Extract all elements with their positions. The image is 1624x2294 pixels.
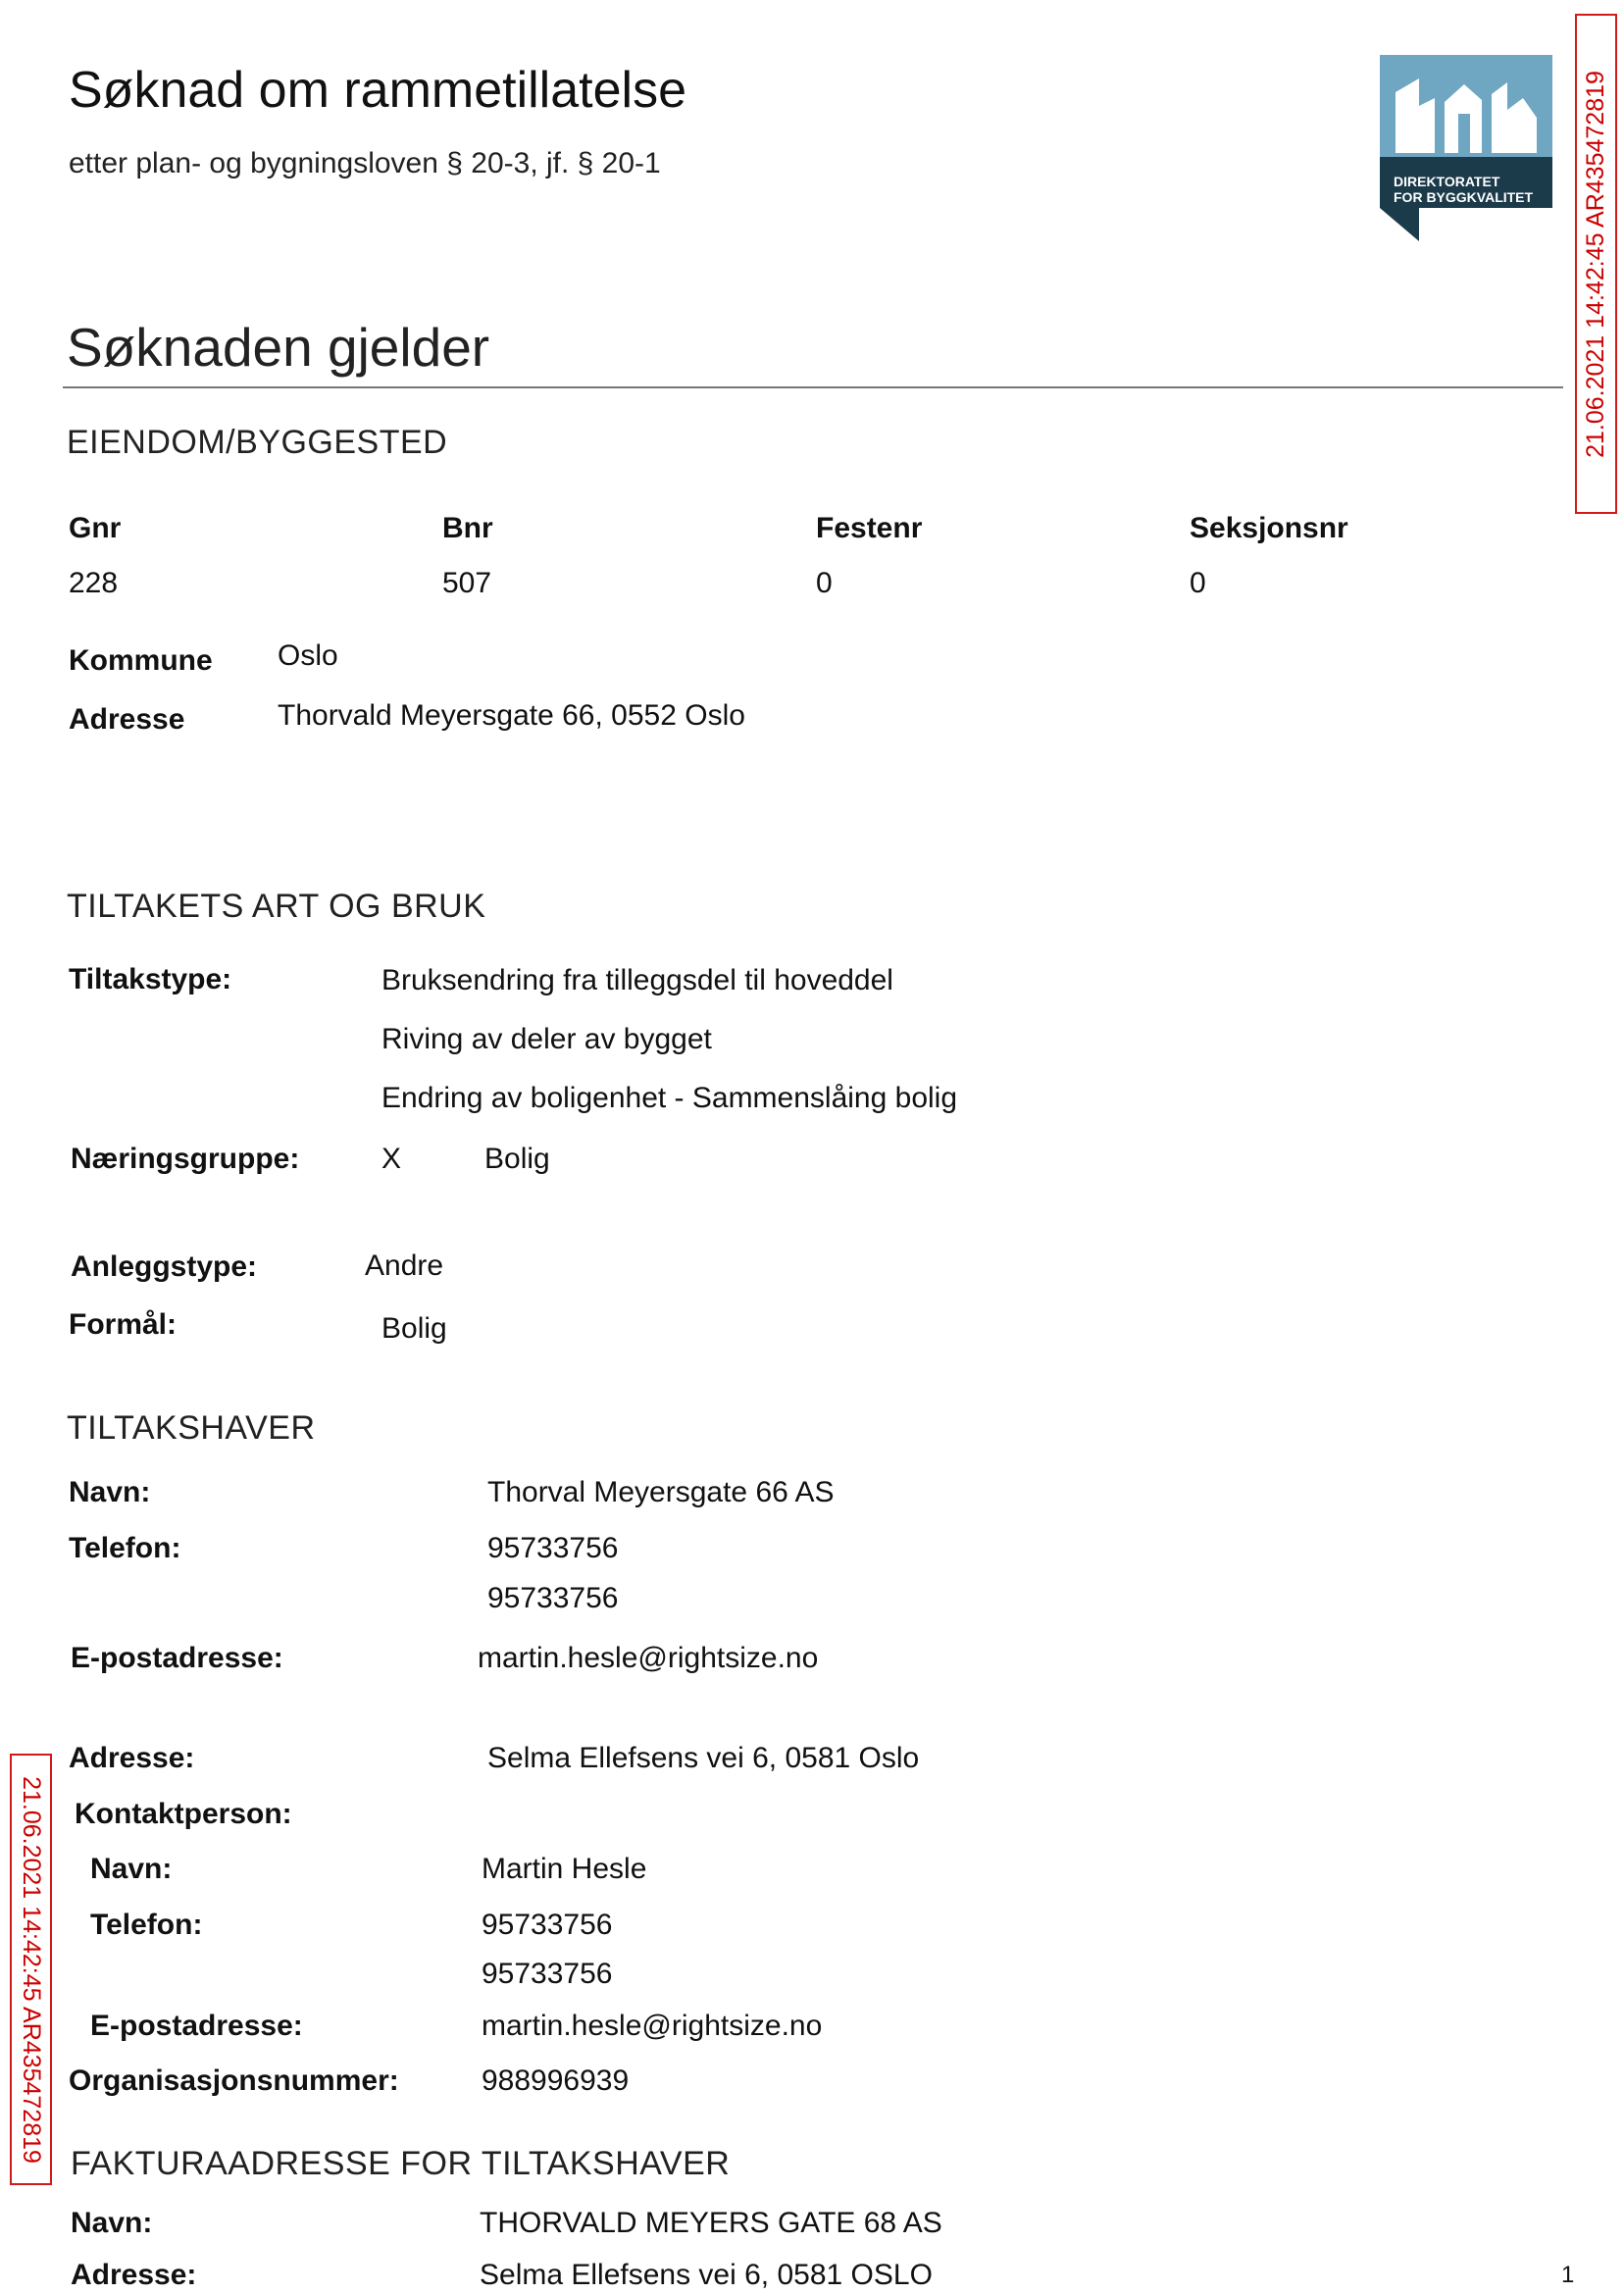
label-orgnr: Organisasjonsnummer: [69,2065,399,2097]
value-adresse: Thorvald Meyersgate 66, 0552 Oslo [278,699,745,732]
value-telefon-1: 95733756 [487,1532,619,1564]
main-heading: Søknaden gjelder [67,317,490,378]
label-kontakt-epost: E-postadresse: [90,2010,303,2042]
section-heading-tiltak: TILTAKETS ART OG BRUK [67,888,486,925]
timestamp-stamp-top [1575,14,1617,514]
value-tiltakstype-1: Bruksendring fra tilleggsdel til hoveddel [381,964,893,996]
section-heading-eiendom: EIENDOM/BYGGESTED [67,424,448,461]
value-kontakt-navn: Martin Hesle [482,1853,647,1885]
value-navn: Thorval Meyersgate 66 AS [487,1476,835,1508]
value-faktura-adresse: Selma Ellefsens vei 6, 0581 OSLO [480,2259,933,2291]
label-naeringsgruppe: Næringsgruppe: [71,1143,300,1175]
value-orgnr: 988996939 [482,2065,630,2097]
value-tiltakstype-3: Endring av boligenhet - Sammenslåing bolig [381,1082,958,1114]
label-navn: Navn: [69,1476,151,1508]
label-kontakt-telefon: Telefon: [90,1909,203,1941]
label-telefon: Telefon: [69,1532,181,1564]
value-anleggstype: Andre [365,1249,444,1282]
logo-text-line1: DIREKTORATET [1394,174,1500,189]
value-adresse-tiltakshaver: Selma Ellefsens vei 6, 0581 Oslo [487,1742,920,1774]
col-header-gnr: Gnr [69,512,122,544]
value-kontakt-epost: martin.hesle@rightsize.no [482,2010,823,2042]
timestamp-stamp-left [10,1754,52,2185]
label-kontaktperson: Kontaktperson: [75,1798,292,1830]
value-epost: martin.hesle@rightsize.no [478,1642,819,1674]
value-telefon-2: 95733756 [487,1582,619,1614]
value-tiltakstype-2: Riving av deler av bygget [381,1023,712,1055]
value-kontakt-telefon-1: 95733756 [482,1909,613,1941]
document-title: Søknad om rammetillatelse [69,62,686,119]
dibk-logo-graphic [1380,55,1552,241]
value-naeringsgruppe: Bolig [484,1143,550,1175]
value-seksjonsnr: 0 [1190,567,1206,599]
value-naeringsgruppe-code: X [381,1143,402,1175]
stamp-text: 21.06.2021 14:42:45 AR435472819 [18,1775,45,2164]
label-adresse-tiltakshaver: Adresse: [69,1742,195,1774]
document-subtitle: etter plan- og bygningsloven § 20-3, jf. § 20-1 [69,147,661,179]
label-kommune: Kommune [69,644,213,677]
stamp-text: 21.06.2021 14:42:45 AR435472819 [1582,70,1609,458]
label-formal: Formål: [69,1308,178,1341]
logo-text-line2: FOR BYGGKVALITET [1394,189,1534,205]
label-anleggstype: Anleggstype: [71,1250,258,1283]
value-faktura-navn: THORVALD MEYERS GATE 68 AS [480,2207,942,2239]
value-festenr: 0 [816,567,833,599]
value-bnr: 507 [442,567,492,599]
label-kontakt-navn: Navn: [90,1853,173,1885]
col-header-festenr: Festenr [816,512,923,544]
heading-divider [63,386,1563,388]
section-heading-tiltakshaver: TILTAKSHAVER [67,1409,316,1447]
label-adresse: Adresse [69,703,185,736]
label-epost: E-postadresse: [71,1642,283,1674]
page-number: 1 [1561,2262,1575,2288]
col-header-seksjonsnr: Seksjonsnr [1190,512,1348,544]
label-faktura-navn: Navn: [71,2207,153,2239]
col-header-bnr: Bnr [442,512,493,544]
value-gnr: 228 [69,567,119,599]
value-kommune: Oslo [278,639,338,672]
value-kontakt-telefon-2: 95733756 [482,1958,613,1990]
section-heading-faktura: FAKTURAADRESSE FOR TILTAKSHAVER [71,2145,731,2182]
value-formal: Bolig [381,1312,447,1345]
dibk-logo [1380,55,1552,241]
label-tiltakstype: Tiltakstype: [69,963,232,995]
label-faktura-adresse: Adresse: [71,2259,197,2291]
